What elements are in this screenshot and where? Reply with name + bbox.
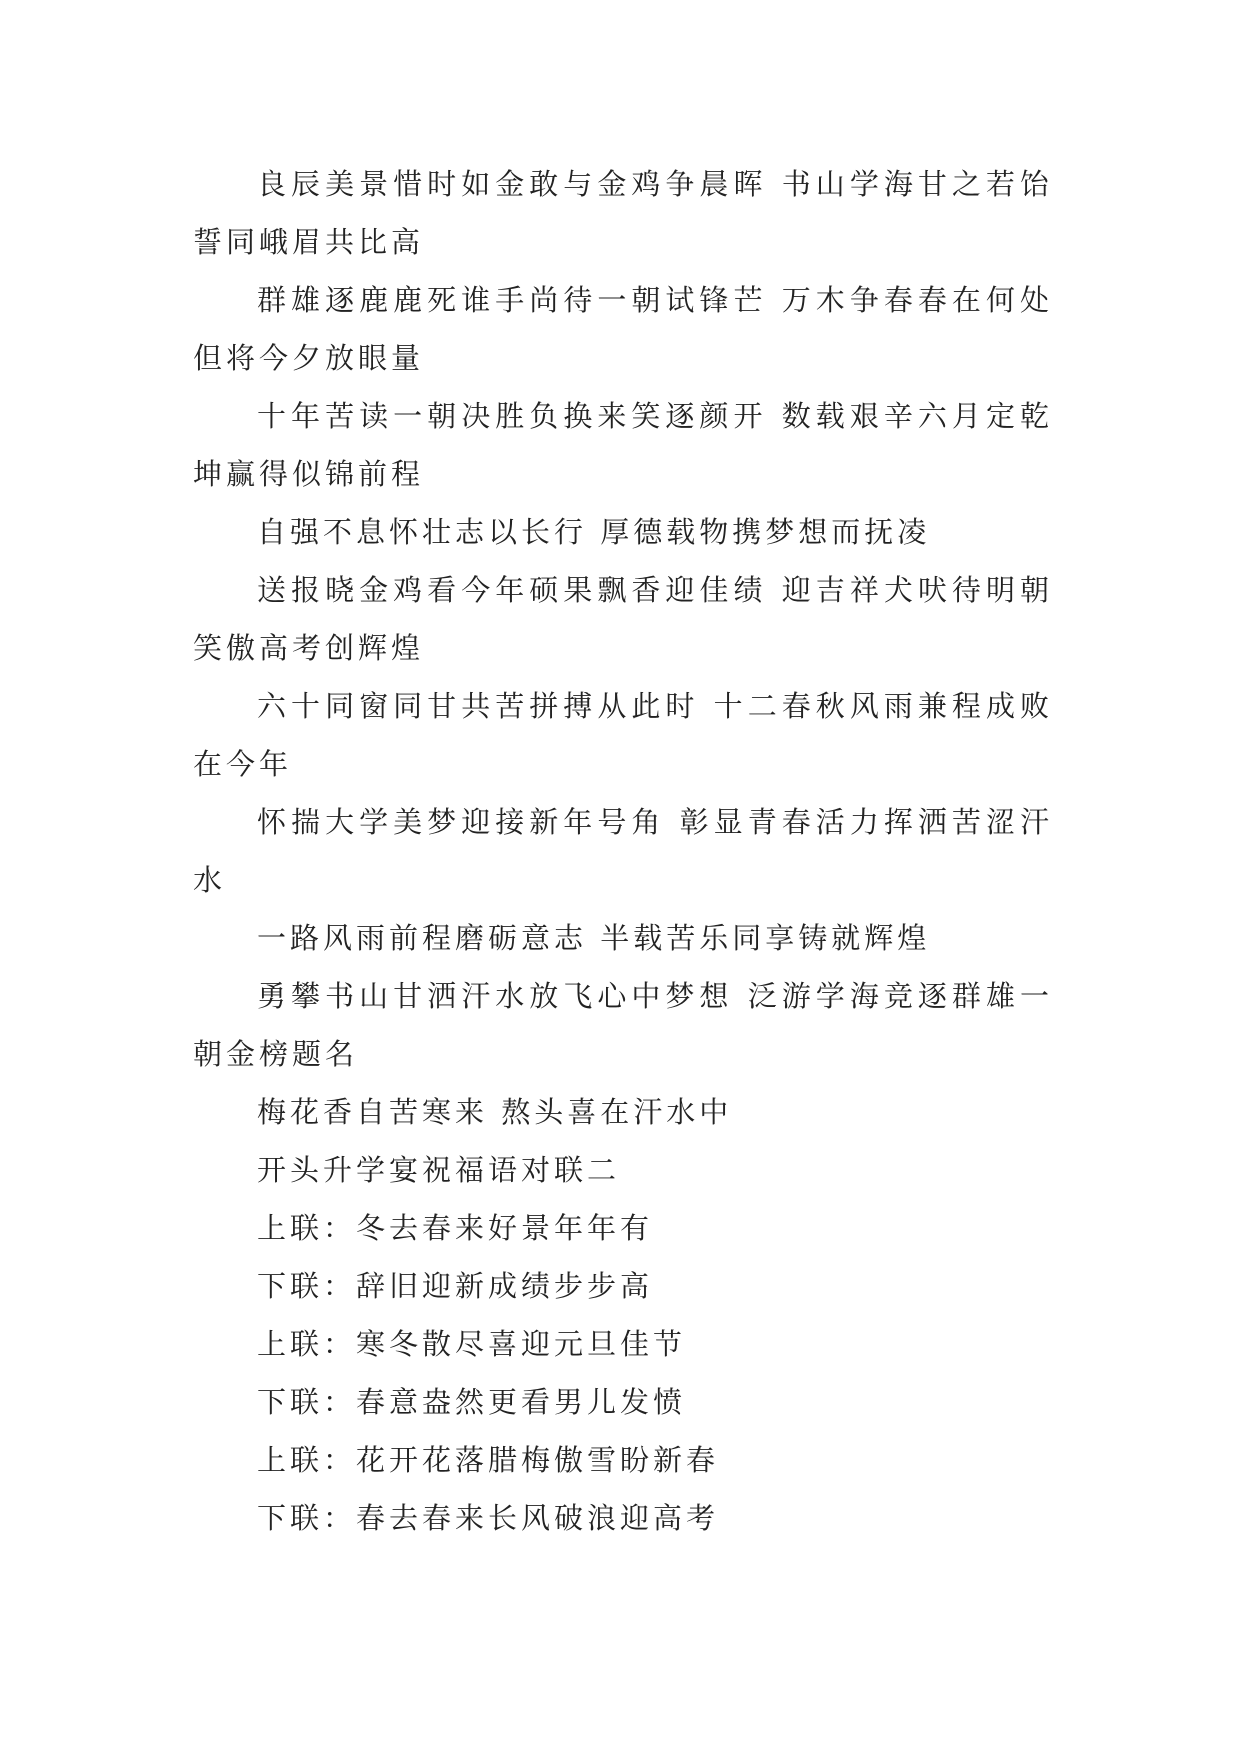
upper-couplet-1: 上联：冬去春来好景年年有 [257, 1211, 654, 1245]
document-body [193, 155, 1053, 1547]
section-heading: 开头升学宴祝福语对联二 [257, 1153, 621, 1187]
upper-couplet-2: 上联：寒冬散尽喜迎元旦佳节 [257, 1327, 687, 1361]
couplet-paragraph-9: 勇攀书山甘洒汗水放飞心中梦想 泛游学海竞逐群雄一朝金榜题名 [193, 979, 1053, 1071]
couplet-paragraph-4: 自强不息怀壮志以长行 厚德载物携梦想而抚凌 [257, 515, 931, 549]
couplet-paragraph-2: 群雄逐鹿鹿死谁手尚待一朝试锋芒 万木争春春在何处但将今夕放眼量 [193, 283, 1053, 375]
upper-couplet-3: 上联：花开花落腊梅傲雪盼新春 [257, 1443, 720, 1477]
couplet-paragraph-6: 六十同窗同甘共苦拼搏从此时 十二春秋风雨兼程成败在今年 [193, 689, 1053, 781]
couplet-paragraph-5: 送报晓金鸡看今年硕果飘香迎佳绩 迎吉祥犬吠待明朝笑傲高考创辉煌 [193, 573, 1053, 665]
lower-couplet-1: 下联：辞旧迎新成绩步步高 [257, 1269, 654, 1303]
lower-couplet-3: 下联：春去春来长风破浪迎高考 [257, 1501, 720, 1535]
couplet-paragraph-7: 怀揣大学美梦迎接新年号角 彰显青春活力挥洒苦涩汗水 [193, 805, 1053, 897]
couplet-paragraph-3: 十年苦读一朝决胜负换来笑逐颜开 数载艰辛六月定乾坤赢得似锦前程 [193, 399, 1053, 491]
lower-couplet-2: 下联：春意盎然更看男儿发愤 [257, 1385, 687, 1419]
couplet-paragraph-8: 一路风雨前程磨砺意志 半载苦乐同享铸就辉煌 [257, 921, 931, 955]
couplet-paragraph-10: 梅花香自苦寒来 熬头喜在汗水中 [257, 1095, 733, 1129]
couplet-paragraph-1: 良辰美景惜时如金敢与金鸡争晨晖 书山学海甘之若饴誓同峨眉共比高 [193, 167, 1053, 259]
